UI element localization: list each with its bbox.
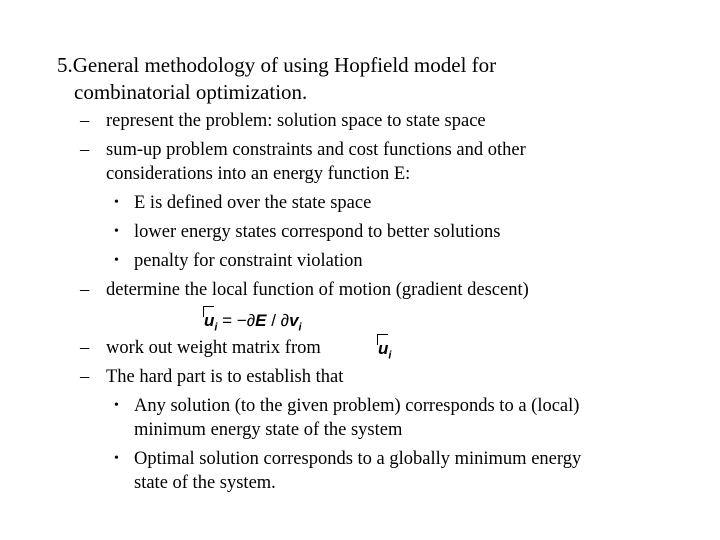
sub-item-defined-text: E is defined over the state space xyxy=(134,193,372,213)
sub-item-penalty-text: penalty for constraint violation xyxy=(134,251,363,271)
weight-u-sub: i xyxy=(388,349,392,362)
dash-marker: – xyxy=(80,280,90,300)
sub-item-penalty xyxy=(114,252,363,271)
bullet-marker: • xyxy=(114,195,119,210)
sub-item-defined xyxy=(114,194,371,213)
bullet-marker: • xyxy=(114,224,119,239)
sub-item-lower-energy xyxy=(114,223,501,242)
formula-v-sub: i xyxy=(298,321,302,334)
item-weight xyxy=(80,339,321,358)
dash-marker: – xyxy=(80,367,90,387)
formula-energy: E xyxy=(255,311,267,330)
item-sumup-line-1 xyxy=(80,141,526,160)
formula-v-var: v xyxy=(289,311,299,330)
sub-item-any-solution-text-1: Any solution (to the given problem) corresponds to a (local) xyxy=(134,396,580,416)
sub-item-optimal-text-1: Optimal solution corresponds to a globally minimum energy xyxy=(134,449,582,469)
item-hard-part-text: The hard part is to establish that xyxy=(106,367,344,387)
dash-marker: – xyxy=(80,111,90,131)
item-sumup-line-2: considerations into an energy function E: xyxy=(106,164,411,184)
bullet-marker: • xyxy=(114,451,119,466)
item-determine-text: determine the local function of motion (gradient descent) xyxy=(106,280,529,300)
bullet-marker: • xyxy=(114,253,119,268)
item-determine xyxy=(80,281,529,300)
weight-u-var: u xyxy=(378,339,389,358)
formula-equals: = −∂ xyxy=(217,311,256,330)
item-hard-part xyxy=(80,368,343,387)
weight-formula-u xyxy=(378,339,391,361)
item-weight-text: work out weight matrix from xyxy=(106,338,321,358)
item-represent-text: represent the problem: solution space to state space xyxy=(106,111,486,131)
gradient-descent-formula xyxy=(204,311,302,333)
bullet-marker: • xyxy=(114,398,119,413)
slide-title-line-2: combinatorial optimization. xyxy=(74,80,308,104)
sub-item-any-solution-line-1 xyxy=(114,397,579,416)
sub-item-any-solution-line-2: minimum energy state of the system xyxy=(134,420,403,440)
sub-item-optimal-line-2: state of the system. xyxy=(134,473,276,493)
formula-u-sub: i xyxy=(214,321,218,334)
item-sumup-text-1: sum-up problem constraints and cost functions and other xyxy=(106,140,526,160)
sub-item-optimal-line-1 xyxy=(114,450,581,469)
formula-slash: / ∂ xyxy=(266,311,290,330)
slide-title-line-1: 5.General methodology of using Hopfield model for xyxy=(57,53,497,77)
dash-marker: – xyxy=(80,140,90,160)
dash-marker: – xyxy=(80,338,90,358)
item-represent xyxy=(80,112,486,131)
sub-item-lower-energy-text: lower energy states correspond to better solutions xyxy=(134,222,501,242)
formula-u-var: u xyxy=(204,311,215,330)
